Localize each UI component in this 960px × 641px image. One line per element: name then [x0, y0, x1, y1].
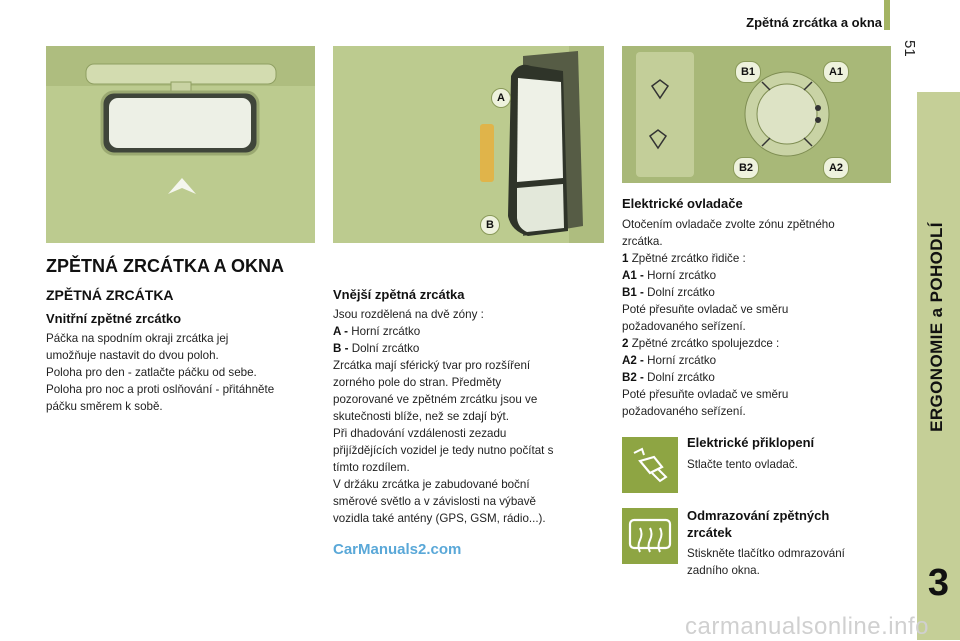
text-line: Poloha pro noc a proti oslňování - přitáhněte — [46, 383, 275, 396]
key-text: Dolní zrcátko — [647, 286, 715, 299]
chapter-tab — [917, 92, 960, 640]
mirror-controls-illustration — [622, 46, 891, 183]
label-a1-badge: A1 — [823, 61, 849, 83]
folding-heading: Elektrické přiklopení — [687, 435, 815, 450]
key-text: Zpětné zrcátko řidiče : — [631, 252, 746, 265]
text-line: směrové světlo a v závislosti na výbavě — [333, 495, 536, 508]
text-line: Otočením ovladače zvolte zónu zpětného — [622, 218, 835, 231]
text-line — [622, 352, 887, 369]
defrost-heading — [687, 507, 887, 541]
watermark-footer: carmanualsonline.info — [685, 613, 929, 640]
key-text: Horní zrcátko — [351, 325, 421, 338]
heading-line: zrcátek — [687, 525, 732, 540]
label-b-badge: B — [480, 215, 500, 235]
chapter-number: 3 — [927, 562, 950, 604]
text-line: Při dhadování vzdálenosti zezadu — [333, 427, 507, 440]
key-label: B - — [333, 342, 349, 355]
text-line: zrcátka. — [622, 235, 663, 248]
text-line — [622, 284, 887, 301]
mirror-fold-icon — [622, 437, 678, 493]
outer-mirrors-text — [333, 306, 605, 527]
exterior-mirror-illustration — [333, 46, 604, 243]
text-line: skutečnosti blíže, než se zdají být. — [333, 410, 509, 423]
text-line — [622, 335, 887, 352]
main-title: ZPĚTNÁ ZRCÁTKA A OKNA — [46, 256, 284, 276]
label-b1-badge: B1 — [735, 61, 761, 83]
text-line: pozorované ve zpětném zrcátku jsou ve — [333, 393, 538, 406]
text-line: Stiskněte tlačítko odmrazování — [687, 547, 845, 560]
electric-controls-text — [622, 216, 887, 420]
folding-text: Stlačte tento ovladač. — [687, 458, 798, 471]
text-line: umožňuje nastavit do dvou poloh. — [46, 349, 219, 362]
text-line: zadního okna. — [687, 564, 760, 577]
key-text: Zpětné zrcátko spolujezdce : — [631, 337, 780, 350]
interior-mirror-illustration — [46, 46, 315, 243]
exterior-mirror-drawing — [333, 46, 604, 243]
label-a-badge: A — [491, 88, 511, 108]
text-line — [333, 340, 605, 357]
text-line: V držáku zrcátka je zabudované boční — [333, 478, 530, 491]
chapter-title: ERGONOMIE a POHODLÍ — [927, 222, 946, 432]
text-line: požadovaného seřízení. — [622, 320, 746, 333]
text-line — [622, 250, 887, 267]
text-line — [622, 267, 887, 284]
text-line: Páčka na spodním okraji zrcátka jej — [46, 332, 229, 345]
watermark-link[interactable]: CarManuals2.com — [333, 541, 462, 558]
key-text: Horní zrcátko — [647, 269, 717, 282]
text-line: Poloha pro den - zatlačte páčku od sebe. — [46, 366, 257, 379]
page-number: 51 — [901, 40, 918, 57]
inner-mirror-heading: Vnitřní zpětné zrcátko — [46, 311, 182, 326]
outer-mirrors-heading: Vnější zpětná zrcátka — [333, 287, 465, 302]
key-text: Dolní zrcátko — [351, 342, 420, 355]
text-line — [333, 323, 605, 340]
inner-mirror-text — [46, 330, 318, 415]
key-text: Horní zrcátko — [647, 354, 717, 367]
key-label: B1 - — [622, 286, 644, 299]
key-label: A2 - — [622, 354, 644, 367]
key-label: B2 - — [622, 371, 644, 384]
key-label: 2 — [622, 337, 629, 350]
key-label: A1 - — [622, 269, 644, 282]
text-line: Zrcátka mají sférický tvar pro rozšíření — [333, 359, 531, 372]
section-title: ZPĚTNÁ ZRCÁTKA — [46, 287, 174, 303]
text-line: Jsou rozdělená na dvě zóny : — [333, 308, 484, 321]
text-line: požadovaného seřízení. — [622, 405, 746, 418]
text-line — [622, 369, 887, 386]
text-line: tímto rozdílem. — [333, 461, 410, 474]
running-header: Zpětná zrcátka a okna — [746, 15, 882, 30]
text-line: přijíždějících vozidel je tedy nutno počítat s — [333, 444, 554, 457]
text-line: zorného pole do stran. Předměty — [333, 376, 502, 389]
label-a2-badge: A2 — [823, 157, 849, 179]
interior-mirror-drawing — [46, 46, 315, 243]
defrost-text — [687, 545, 887, 579]
text-line: páčku směrem k sobě. — [46, 400, 163, 413]
electric-controls-heading: Elektrické ovladače — [622, 196, 743, 211]
key-label: 1 — [622, 252, 629, 265]
label-b2-badge: B2 — [733, 157, 759, 179]
text-line: Poté přesuňte ovladač ve směru — [622, 388, 789, 401]
text-line: vozidla také antény (GPS, GSM, rádio...). — [333, 512, 546, 525]
key-label: A - — [333, 325, 349, 338]
rear-defrost-icon — [622, 508, 678, 564]
text-line: Poté přesuňte ovladač ve směru — [622, 303, 789, 316]
heading-line: Odmrazování zpětných — [687, 508, 830, 523]
header-accent-bar — [884, 0, 890, 30]
key-text: Dolní zrcátko — [647, 371, 715, 384]
